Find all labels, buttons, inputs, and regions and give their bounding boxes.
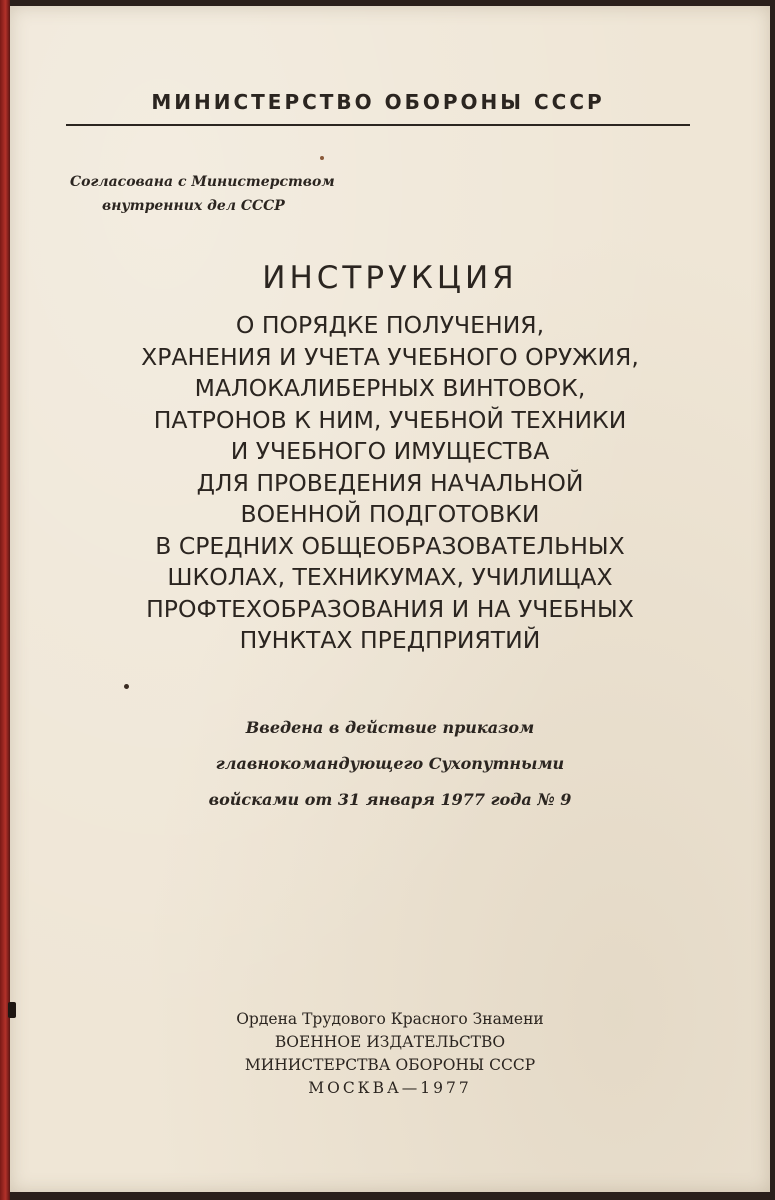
paper-speck bbox=[320, 156, 324, 160]
subtitle-line: ПАТРОНОВ К НИМ, УЧЕБНОЙ ТЕХНИКИ bbox=[153, 405, 627, 434]
publisher-city-year: МОСКВА—1977 bbox=[308, 1079, 472, 1097]
publisher-name-line: ВОЕННОЕ ИЗДАТЕЛЬСТВО bbox=[274, 1033, 506, 1051]
subtitle-line: ПУНКТАХ ПРЕДПРИЯТИЙ bbox=[239, 626, 541, 654]
subtitle-line: ШКОЛАХ, ТЕХНИКУМАХ, УЧИЛИЩАХ bbox=[167, 563, 613, 591]
agreement-line-2: внутренних дел СССР bbox=[102, 198, 285, 214]
subtitle-line: ХРАНЕНИЯ И УЧЕТА УЧЕБНОГО ОРУЖИЯ, bbox=[141, 342, 639, 371]
subtitle-line: МАЛОКАЛИБЕРНЫХ ВИНТОВОК, bbox=[194, 374, 586, 402]
ministry-header: МИНИСТЕРСТВО ОБОРОНЫ СССР bbox=[151, 90, 605, 114]
agreement-line-1: Согласована с Министерством bbox=[70, 174, 335, 190]
publisher-order-line: Ордена Трудового Красного Знамени bbox=[236, 1010, 544, 1028]
enactment-note bbox=[130, 710, 650, 818]
document-page bbox=[10, 6, 770, 1192]
subtitle-line: ВОЕННОЙ ПОДГОТОВКИ bbox=[240, 500, 540, 528]
subtitle-line: В СРЕДНИХ ОБЩЕОБРАЗОВАТЕЛЬНЫХ bbox=[155, 531, 625, 560]
red-binding-spine bbox=[0, 0, 10, 1200]
subtitle-line: И УЧЕБНОГО ИМУЩЕСТВА bbox=[230, 437, 550, 465]
subtitle-line: О ПОРЯДКЕ ПОЛУЧЕНИЯ, bbox=[235, 311, 545, 339]
enactment-line: главнокомандующего Сухопутными bbox=[215, 754, 565, 773]
paper-speck bbox=[124, 684, 129, 689]
publisher-ministry-line: МИНИСТЕРСТВА ОБОРОНЫ СССР bbox=[244, 1056, 536, 1074]
subtitle-line: ДЛЯ ПРОВЕДЕНИЯ НАЧАЛЬНОЙ bbox=[196, 468, 584, 497]
paper-speck bbox=[8, 1002, 16, 1018]
agreement-note bbox=[70, 170, 370, 218]
header-divider bbox=[66, 124, 690, 126]
enactment-line: Введена в действие приказом bbox=[245, 718, 535, 737]
document-subtitle bbox=[40, 310, 740, 657]
publisher-block bbox=[170, 1008, 610, 1100]
enactment-line: войсками от 31 января 1977 года № 9 bbox=[208, 790, 572, 809]
document-title: ИНСТРУКЦИЯ bbox=[262, 260, 518, 296]
subtitle-line: ПРОФТЕХОБРАЗОВАНИЯ И НА УЧЕБНЫХ bbox=[146, 594, 634, 623]
